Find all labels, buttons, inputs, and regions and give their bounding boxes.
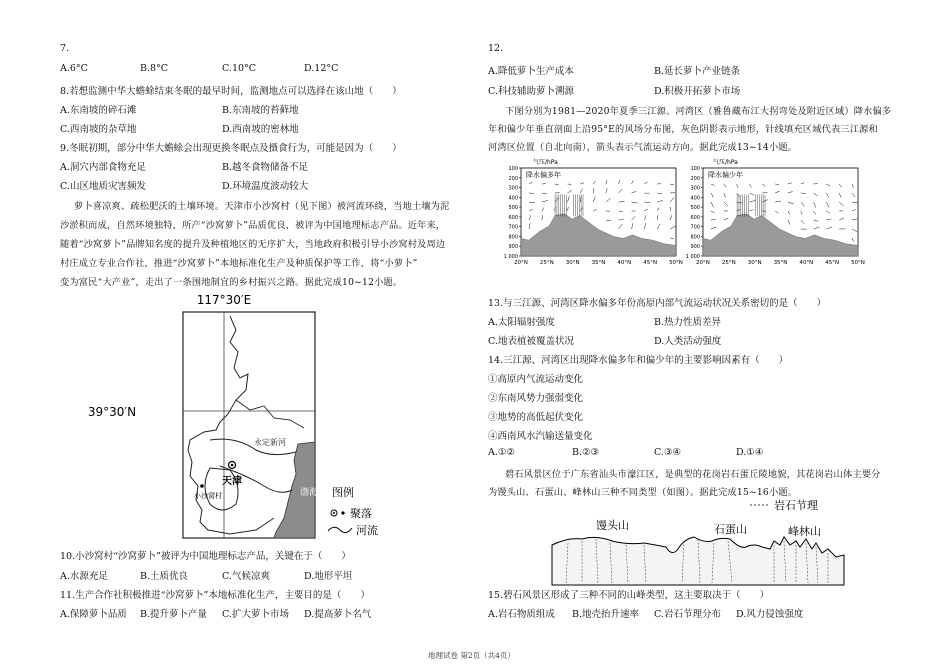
y-tick-label: 800 — [508, 234, 518, 241]
passage2-line-1: 碧石风景区位于广东省汕头市濠江区，是典型的花岗岩石蛋丘陵地貌，其花岗岩山体主要分 — [505, 469, 881, 480]
passage-line-1: 萝卜喜凉爽、疏松肥沃的土壤环境。天津市小沙窝村（见下图）被河流环绕，当地土壤为泥 — [74, 201, 450, 212]
x-tick-label: 35°N — [591, 260, 606, 266]
q7-option-a: A.6°C — [60, 63, 88, 74]
x-tick-label: 40°N — [799, 260, 814, 266]
passage1-line-1: 下图分别为1981—2020年夏季三江源、河湾区（雅鲁藏布江大拐弯处及附近区域）降水偏多 — [505, 106, 892, 117]
q9-option-d: D.环境温度波动较大 — [222, 181, 309, 192]
y-tick-label: 900 — [508, 244, 518, 251]
panel-dry-title: 降水偏少年 — [708, 171, 743, 179]
y-tick-label: 700 — [508, 224, 518, 231]
q15-option-d: D.风力侵蚀强度 — [736, 609, 804, 620]
q10-option-b: B.土质优良 — [140, 571, 189, 582]
q12-option-a: A.降低萝卜生产成本 — [488, 66, 574, 77]
passage1-line-3: 河湾区位置（自北向南），箭头表示气流运动方向。据此完成13~14小题。 — [488, 142, 798, 153]
x-tick-label: 30°N — [565, 260, 580, 266]
y-tick-label: 500 — [690, 205, 700, 212]
q9-stem: 9.冬眠初期，部分中华大蟾蜍会出现更换冬眠点及摄食行为，可能是因为（ ） — [60, 143, 402, 154]
passage-line-3: 随着“沙窝萝卜”品牌知名度的提升及种植地区的无序扩大，当地政府积极引导小沙窝村及周边 — [60, 239, 446, 250]
joint-legend-label: 岩石节理 — [774, 499, 818, 512]
y-tick-label: 400 — [508, 195, 518, 202]
x-tick-label: 20°N — [696, 260, 710, 266]
q11-option-a: A.保障萝卜品质 — [60, 609, 127, 620]
y-tick-label: 100 — [690, 166, 700, 172]
x-tick-label: 25°N — [539, 260, 554, 266]
q14-item-2: ②东南风势力强弱变化 — [488, 393, 584, 404]
q7-option-c: C.10°C — [222, 63, 257, 74]
q12-option-d: D.积极开拓萝卜市场 — [654, 86, 741, 97]
q8-option-d: D.西南坡的密林地 — [222, 124, 299, 135]
granite-landform-diagram — [548, 497, 848, 587]
y-tick-label: 900 — [690, 244, 700, 251]
x-tick-label: 30°N — [747, 260, 762, 266]
passage2-line-2: 为馒头山、石蛋山、峰林山三种不同类型（如图）。据此完成15~16小题。 — [488, 487, 798, 498]
legend-river-symbol — [328, 527, 352, 532]
passage-line-4: 村庄成立专业合作社，推进“沙窝萝卜”本地标准化生产及种质保护等工作，将“小萝卜” — [60, 258, 418, 269]
map-longitude-label: 117°30′E — [196, 293, 252, 307]
legend-river-label: 河流 — [356, 524, 378, 537]
tianjin-settlement-dot — [231, 464, 234, 467]
q10-option-a: A.水源充足 — [60, 571, 108, 582]
panel-wet-title: 降水偏多年 — [526, 171, 561, 179]
q12-option-c: C.科技辅助萝卜溯源 — [488, 86, 574, 97]
label-mantou-mountain: 馒头山 — [596, 519, 629, 532]
label-fenglin-mountain: 峰林山 — [788, 525, 821, 538]
q8-option-a: A.东南坡的碎石滩 — [60, 105, 137, 116]
passage1-line-2: 年和偏少年垂直剖面上沿95°E的风场分布图，灰色阴影表示地形，针线填充区域代表三江源和 — [488, 124, 878, 135]
y-tick-label: 1 000 — [503, 254, 518, 260]
village-label: 小沙窝村 — [194, 492, 222, 500]
q12-option-b: B.延长萝卜产业链条 — [654, 66, 741, 77]
q11-option-c: C.扩大萝卜市场 — [222, 609, 289, 620]
q14-stem: 14.三江源、河湾区出现降水偏多年和偏少年的主要影响因素有（ ） — [488, 355, 789, 366]
village-settlement-marker — [200, 484, 204, 488]
x-tick-label: 20°N — [514, 260, 528, 266]
q14-option-c: C.③④ — [654, 447, 681, 458]
q12-number: 12. — [488, 43, 504, 54]
y-tick-label: 1 000 — [685, 254, 700, 260]
q7-number: 7. — [60, 43, 70, 54]
legend-settlement-dot — [333, 512, 335, 514]
passage-line-5: 变为富民“大产业”，走出了一条围地制宜的乡村振兴之路。据此完成10~12小题。 — [60, 277, 403, 288]
q13-option-d: D.人类活动强度 — [654, 336, 722, 347]
map-district-line — [236, 400, 304, 428]
y-tick-label: 600 — [690, 214, 700, 221]
q7-option-d: D.12°C — [304, 63, 339, 74]
q13-option-a: A.太阳辐射强度 — [488, 317, 555, 328]
y-tick-label: 700 — [690, 224, 700, 231]
q15-option-b: B.地壳抬升速率 — [572, 609, 640, 620]
q11-option-d: D.提高萝卜名气 — [304, 609, 372, 620]
q14-item-1: ①高原内气流运动变化 — [488, 374, 584, 385]
x-tick-label: 45°N — [643, 260, 658, 266]
q11-option-b: B.提升萝卜产量 — [140, 609, 208, 620]
q14-option-d: D.①④ — [736, 447, 764, 458]
passage-line-2: 沙淤积而成，自然环境独特，所产“沙窝萝卜”品质优良，被评为中国地理标志产品。近年来， — [60, 220, 446, 231]
q13-option-b: B.热力性质差异 — [654, 317, 722, 328]
y-tick-label: 100 — [508, 166, 518, 172]
y-tick-label: 200 — [508, 175, 518, 182]
panel-dry-year — [686, 158, 865, 266]
page-footer: 地理试卷 第2页（共4页） — [428, 651, 515, 660]
x-tick-label: 50°N — [851, 260, 865, 266]
q14-option-a: A.①② — [488, 447, 515, 458]
x-tick-label: 40°N — [617, 260, 632, 266]
q8-option-c: C.西南坡的杂草地 — [60, 124, 137, 135]
y-tick-label: 300 — [690, 185, 700, 192]
q15-option-a: A.岩石物质组成 — [488, 609, 555, 620]
q14-item-3: ③地势的高低起伏变化 — [488, 412, 584, 423]
q9-option-b: B.越冬食物储备不足 — [222, 162, 309, 173]
legend-settlement-label: 聚落 — [350, 507, 372, 520]
y-tick-label: 800 — [690, 234, 700, 241]
q10-option-c: C.气候凉爽 — [222, 571, 270, 582]
wind-field-chart — [493, 156, 873, 271]
q14-option-b: B.②③ — [572, 447, 600, 458]
q7-option-b: B.8°C — [140, 63, 169, 74]
q9-option-c: C.山区地质灾害频发 — [60, 181, 146, 192]
y-tick-label: 300 — [508, 185, 518, 192]
legend-title: 图例 — [332, 486, 354, 499]
q13-option-c: C.地表植被覆盖状况 — [488, 336, 574, 347]
panel-wet-year — [504, 158, 683, 266]
map-latitude-label: 39°30′N — [87, 405, 137, 419]
y-tick-label: 600 — [508, 214, 518, 221]
y-tick-label: 400 — [690, 195, 700, 202]
q14-item-4: ④西南风水汽输送量变化 — [488, 431, 593, 442]
x-tick-label: 45°N — [825, 260, 840, 266]
q11-stem: 11.生产合作社积极推进“沙窝萝卜”本地标准化生产，主要目的是（ ） — [60, 590, 370, 601]
q10-option-d: D.地形平坦 — [304, 571, 353, 582]
q13-stem: 13.与三江源、河湾区降水偏多年份高原内部气流运动状况关系密切的是（ ） — [488, 298, 827, 309]
x-tick-label: 25°N — [721, 260, 736, 266]
tianjin-map — [60, 290, 480, 550]
q15-option-c: C.岩石节理分布 — [654, 609, 721, 620]
panel-dry-ylabel: 气压/hPa — [713, 159, 738, 166]
map-boundary — [188, 316, 274, 534]
q8-stem: 8.若想监测中华大蟾蜍结束冬眠的最早时间，监测地点可以选择在该山地（ ） — [60, 86, 402, 97]
panel-wet-ylabel: 气压/hPa — [533, 159, 558, 166]
x-tick-label: 35°N — [773, 260, 788, 266]
q8-option-b: B.东南坡的苔藓地 — [222, 105, 299, 116]
tianjin-label: 天津 — [222, 476, 242, 487]
sea-label: 渤海 — [300, 488, 319, 498]
y-tick-label: 200 — [690, 175, 700, 182]
label-shidan-mountain: 石蛋山 — [714, 523, 747, 536]
y-tick-label: 500 — [508, 205, 518, 212]
q9-option-a: A.洞穴内部食物充足 — [60, 162, 146, 173]
x-tick-label: 50°N — [669, 260, 683, 266]
village-river-loop — [205, 468, 238, 510]
river-name-label: 永定新河 — [254, 438, 286, 447]
legend-settlement-small-dot — [341, 511, 344, 514]
q10-stem: 10.小沙窝村“沙窝萝卜”被评为中国地理标志产品，关键在于（ ） — [60, 551, 351, 562]
q15-stem: 15.碧石风景区形成了三种不同的山峰类型，这主要取决于（ ） — [488, 590, 770, 601]
